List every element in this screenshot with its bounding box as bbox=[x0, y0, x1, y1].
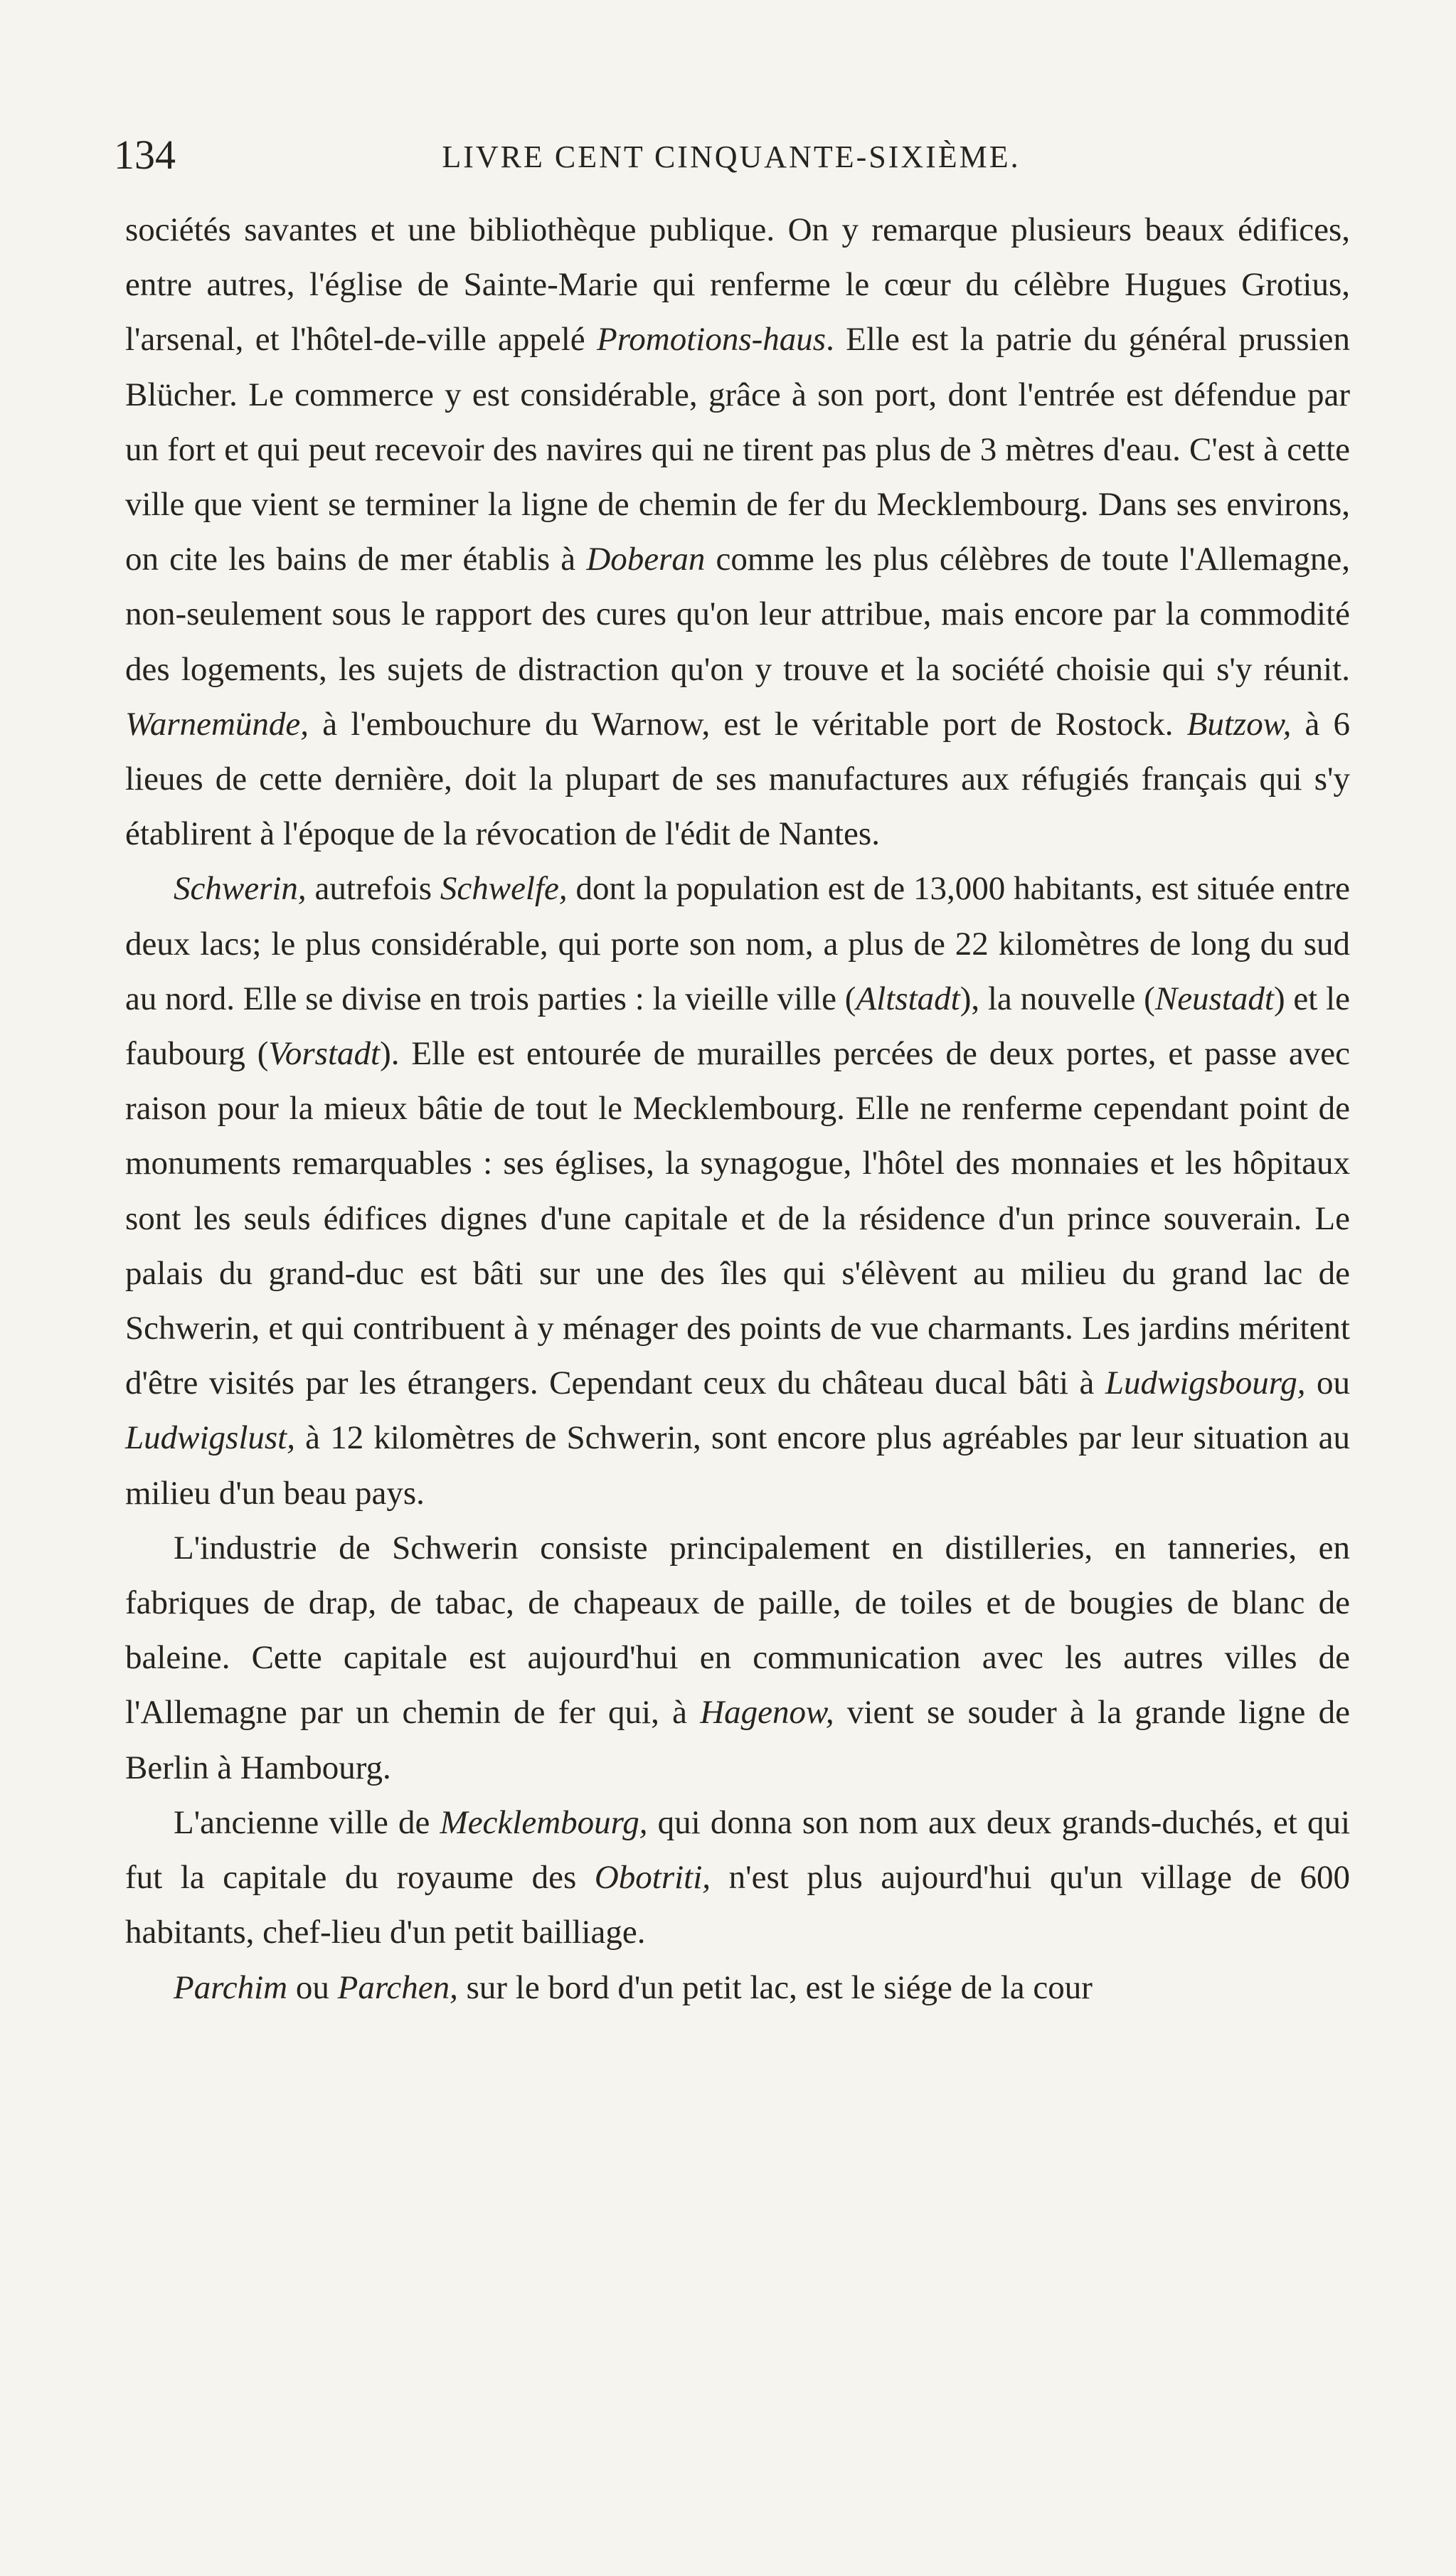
text-run: à l'embouchure du Warnow, est le véritable port de Rostock. bbox=[309, 705, 1187, 743]
paragraph bbox=[125, 203, 1350, 862]
text-run: sociétés savantes et une bibliothèque publique. On y remarque plusieurs beaux édifices, entre autres, l'église de Sainte-Marie qui renferme le cœur du célèbre Hugues Grotius, l'arsenal, et l'hôtel-de-ville appelé bbox=[125, 211, 1350, 359]
text-run: n'est plus aujourd'hui qu'un village de 600 habitants, chef-lieu d'un petit bailliage. bbox=[125, 1859, 1350, 1951]
page-header bbox=[114, 127, 1349, 184]
italic-text: Warnemünde, bbox=[125, 705, 309, 743]
text-run: L'ancienne ville de bbox=[174, 1803, 440, 1841]
text-run: ). Elle est entourée de murailles percées de deux portes, et passe avec raison pour la mieux bâtie de tout le Mecklembourg. Elle ne renferme cependant point de monuments remarquables : ses églises, la synagogue, l'hôtel des monnaies et les hôpitaux sont les seuls édifices dignes d'une capitale et de la résidence d'un prince souverain. Le palais du grand-duc est bâti sur une des îles qui s'élèvent au milieu du grand lac de Schwerin, et qui contribuent à y ménager des points de vue charmants. Les jardins méritent d'être visités par les étrangers. Cependant ceux du château ducal bâti à bbox=[125, 1035, 1351, 1402]
paragraph bbox=[125, 1796, 1350, 1961]
text-run: ou bbox=[287, 1968, 338, 2006]
text-run: à 6 lieues de cette dernière, doit la plupart de ses manufactures aux réfugiés français qui s'y établirent à l'époque de la révocation de l'édit de Nantes. bbox=[125, 705, 1350, 853]
italic-text: Altstadt bbox=[856, 980, 960, 1017]
text-run: comme les plus célèbres de toute l'Allemagne, non-seulement sous le rapport des cures qu'on leur attribue, mais encore par la commodité des logements, les sujets de distraction qu'on y trouve et la société choisie qui s'y réunit. bbox=[125, 541, 1350, 688]
italic-text: Neustadt bbox=[1154, 980, 1274, 1017]
text-run: . Elle est la patrie du général prussien Blücher. Le commerce y est considérable, grâce à son port, dont l'entrée est défendue par un fort et qui peut recevoir des navires qui ne tirent pas plus de 3 mètres d'eau. C'est à cette ville que vient se terminer la ligne de chemin de fer du Mecklembourg. Dans ses environs, on cite les bains de mer établis à bbox=[125, 321, 1350, 578]
italic-text: Ludwigslust, bbox=[125, 1419, 295, 1457]
text-run: autrefois bbox=[306, 870, 440, 908]
body-text bbox=[125, 203, 1350, 2015]
text-run: L'industrie de Schwerin consiste principalement en distilleries, en tanneries, en fabriques de drap, de tabac, de chapeaux de paille, de toiles et de bougies de blanc de baleine. Cette capitale est aujourd'hui en communication avec les autres villes de l'Allemagne par un chemin de fer qui, à bbox=[125, 1529, 1350, 1732]
italic-text: Hagenow, bbox=[700, 1694, 834, 1732]
paragraph bbox=[125, 1521, 1350, 1796]
text-run: dont la population est de 13,000 habitants, est située entre deux lacs; le plus considérable, qui porte son nom, a plus de 22 kilomètres de long du sud au nord. Elle se divise en trois parties : la vieille ville ( bbox=[125, 870, 1350, 1017]
paragraph bbox=[125, 1961, 1350, 2015]
text-run: sur le bord d'un petit lac, est le siége de la cour bbox=[457, 1968, 1093, 2006]
paragraph bbox=[125, 862, 1350, 1520]
running-head: LIVRE CENT CINQUANTE-SIXIÈME. bbox=[442, 139, 1021, 174]
italic-text: Mecklembourg, bbox=[440, 1803, 648, 1841]
text-run: ) et le faubourg ( bbox=[125, 980, 1351, 1073]
italic-text: Vorstadt bbox=[268, 1035, 381, 1073]
italic-text: Schwerin, bbox=[174, 870, 307, 908]
text-run: ), la nouvelle ( bbox=[960, 980, 1155, 1017]
italic-text: Parchim bbox=[174, 1968, 288, 2006]
page-number: 134 bbox=[114, 132, 176, 178]
italic-text: Obotriti, bbox=[594, 1859, 711, 1897]
text-run: vient se souder à la grande ligne de Berlin à Hambourg. bbox=[125, 1694, 1350, 1786]
text-run: qui donna son nom aux deux grands-duchés, et qui fut la capitale du royaume des bbox=[125, 1803, 1351, 1897]
italic-text: Promotions-haus bbox=[597, 321, 827, 359]
italic-text: Ludwigsbourg, bbox=[1105, 1364, 1306, 1402]
text-run: ou bbox=[1305, 1364, 1350, 1402]
italic-text: Butzow, bbox=[1186, 705, 1292, 743]
italic-text: Doberan bbox=[586, 541, 706, 578]
text-run: à 12 kilomètres de Schwerin, sont encore plus agréables par leur situation au milieu d'un beau pays. bbox=[125, 1419, 1350, 1512]
italic-text: Schwelfe, bbox=[440, 870, 568, 908]
italic-text: Parchen, bbox=[337, 1968, 458, 2006]
